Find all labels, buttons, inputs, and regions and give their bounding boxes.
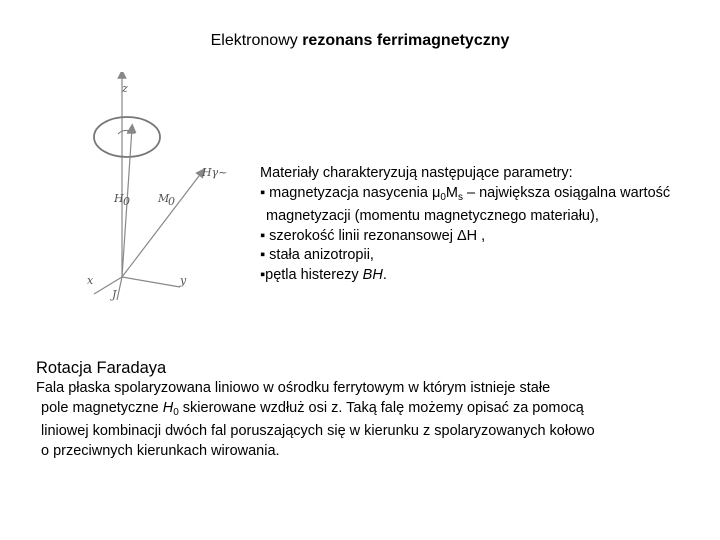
precession-arrow bbox=[118, 130, 132, 134]
parameters-list bbox=[260, 164, 720, 285]
param-item-linewidth: ▪ szerokość linii rezonansowej ΔH , bbox=[260, 227, 486, 244]
body-line-1: Fala płaska spolaryzowana liniowo w ośrodku ferrytowym w którym istnieje stałe bbox=[36, 380, 551, 396]
param-1-b: M bbox=[445, 184, 458, 201]
param-item-saturation-cont: magnetyzacji (momentu magnetycznego materiału), bbox=[266, 208, 599, 224]
param-1-sub1: 0 bbox=[440, 191, 446, 203]
param-1-c: – największa osiągalna wartość bbox=[463, 184, 671, 201]
params-intro: Materiały charakteryzują następujące parametry: bbox=[260, 165, 573, 181]
body-line-2-h: H bbox=[162, 399, 174, 416]
m0-label: M bbox=[158, 192, 170, 205]
body-line-2-b: skierowane wzdłuż osi z. Taką falę możemy opisać za pomocą bbox=[178, 399, 584, 416]
j-label: J bbox=[112, 288, 117, 301]
body-line-2 bbox=[36, 399, 716, 423]
body-line-3: liniowej kombinacji dwóch fal poruszających się w kierunku z spolaryzowanych kołowo bbox=[41, 423, 595, 439]
page-title bbox=[0, 32, 720, 50]
section-title: Rotacja Faradaya bbox=[36, 359, 167, 377]
precession-ellipse bbox=[94, 117, 160, 157]
body-line-2-sub: 0 bbox=[173, 406, 179, 418]
x-axis bbox=[94, 277, 122, 294]
z-label: z bbox=[122, 82, 128, 95]
param-4-b: BH bbox=[362, 266, 383, 283]
x-label: x bbox=[87, 274, 94, 287]
m0-sub-label: 0 bbox=[168, 195, 175, 208]
j-axis bbox=[117, 277, 122, 300]
title-bold: rezonans ferrimagnetyczny bbox=[302, 32, 510, 49]
param-1-a: ▪ magnetyzacja nasycenia μ bbox=[260, 184, 441, 201]
param-item-hysteresis bbox=[260, 266, 720, 286]
param-4-a: ▪pętla histerezy bbox=[260, 266, 363, 283]
body-line-2-a: pole magnetyczne bbox=[41, 399, 163, 416]
h0-sub-label: 0 bbox=[123, 195, 130, 208]
hgamma-label: Hγ~ bbox=[202, 166, 228, 179]
title-normal: Elektronowy bbox=[210, 32, 303, 49]
y-label: y bbox=[180, 274, 187, 287]
param-item-anisotropy: ▪ stała anizotropii, bbox=[260, 247, 374, 263]
param-item-saturation bbox=[260, 184, 720, 208]
h0-label: H bbox=[114, 192, 124, 205]
y-axis bbox=[122, 277, 180, 287]
param-4-c: . bbox=[382, 266, 387, 283]
rf-field-vector bbox=[122, 172, 202, 277]
param-1-sub2: s bbox=[458, 191, 463, 203]
precession-diagram bbox=[72, 72, 252, 307]
section-body bbox=[36, 379, 716, 461]
body-line-4: o przeciwnych kierunkach wirowania. bbox=[41, 442, 280, 459]
